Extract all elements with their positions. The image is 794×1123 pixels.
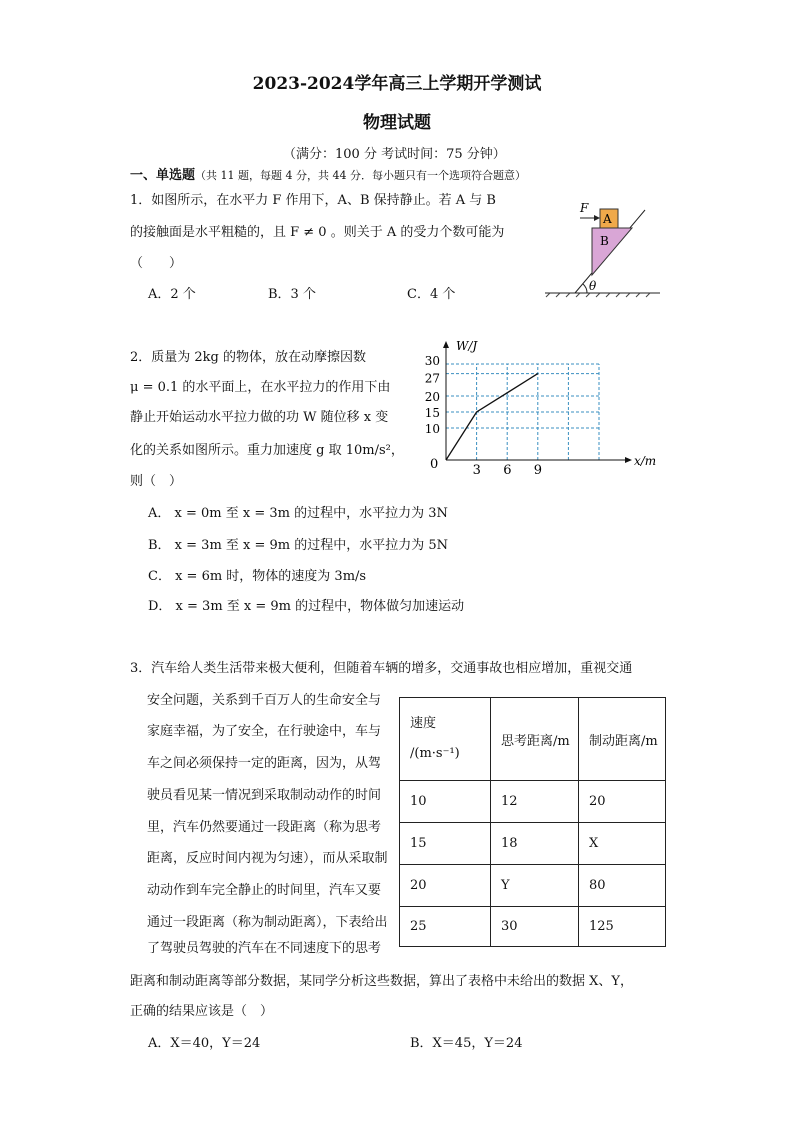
header-braking: 制动距离/m bbox=[579, 698, 666, 781]
y-tick-label: 27 bbox=[424, 371, 440, 386]
q3-line: 距离和制动距离等部分数据，某同学分析这些数据，算出了表格中未给出的数据 X、Y， bbox=[130, 974, 633, 989]
table-cell: 20 bbox=[579, 781, 666, 823]
q2-line: 则（ ） bbox=[130, 474, 183, 489]
header-speed-unit: /(m·s⁻¹) bbox=[410, 746, 460, 761]
q3-line: 动动作到车完全静止的时间里，汽车又要 bbox=[147, 883, 382, 898]
speed-distance-table bbox=[399, 697, 666, 947]
work-line bbox=[446, 374, 538, 460]
table-row bbox=[400, 865, 666, 907]
angle-label: θ bbox=[589, 279, 597, 293]
q3-line: 距离，反应时间内视为匀速），而从采取制 bbox=[147, 851, 388, 866]
q3-line: 正确的结果应该是（ ） bbox=[130, 1004, 274, 1019]
q3-option-b: B．X＝45，Y＝24 bbox=[410, 1036, 523, 1051]
x-axis-label: x/m bbox=[634, 454, 657, 468]
section-heading bbox=[130, 168, 526, 184]
section-label: 一、单选题 bbox=[130, 168, 196, 183]
table-row bbox=[400, 907, 666, 947]
y-tick-label: 10 bbox=[424, 422, 440, 436]
block-a-label: A bbox=[603, 212, 612, 226]
q2-line: 静止开始运动水平拉力做的功 W 随位移 x 变 bbox=[130, 410, 389, 425]
q1-line: 的接触面是水平粗糙的，且 F ≠ 0 。则关于 A 的受力个数可能为 bbox=[130, 225, 505, 240]
q2-option-a: A． x = 0m 至 x = 3m 的过程中，水平拉力为 3N bbox=[148, 506, 448, 521]
exam-info: （满分：100 分 考试时间：75 分钟） bbox=[283, 147, 506, 162]
y-tick-label: 30 bbox=[424, 354, 440, 368]
q3-line: 通过一段距离（称为制动距离），下表给出 bbox=[147, 915, 388, 930]
table-cell: 30 bbox=[491, 907, 579, 947]
table-row bbox=[400, 781, 666, 823]
table-cell: 18 bbox=[491, 823, 579, 865]
force-label: F bbox=[580, 201, 589, 215]
y-tick-label: 15 bbox=[424, 406, 440, 420]
q3-line: 安全问题，关系到千百万人的生命安全与 bbox=[147, 693, 382, 708]
q1-option-a: A．2 个 bbox=[148, 287, 196, 302]
q3-line: 车之间必须保持一定的距离，因为，从驾 bbox=[147, 756, 382, 771]
q1-option-c: C．4 个 bbox=[407, 287, 456, 302]
q3-option-a: A．X＝40，Y＝24 bbox=[148, 1036, 261, 1051]
exam-title: 2023-2024学年高三上学期开学测试 bbox=[252, 74, 542, 94]
q3-line: 驶员看见某一情况到采取制动动作的时间 bbox=[147, 788, 382, 803]
table-cell: 20 bbox=[400, 865, 491, 907]
q3-line: 家庭幸福，为了安全，在行驶途中，车与 bbox=[147, 724, 382, 739]
table-cell: 125 bbox=[579, 907, 666, 947]
block-b-label: B bbox=[600, 234, 609, 248]
table-cell: Y bbox=[491, 865, 579, 907]
subject-title: 物理试题 bbox=[363, 113, 431, 133]
table-cell: X bbox=[579, 823, 666, 865]
q2-line: 化的关系如图所示。重力加速度 g 取 10m/s²， bbox=[130, 443, 404, 458]
q1-line: （ ） bbox=[130, 256, 183, 271]
work-displacement-chart bbox=[420, 338, 670, 478]
header-thinking: 思考距离/m bbox=[491, 698, 579, 781]
x-axis-arrow bbox=[625, 457, 632, 463]
x-tick-label: 3 bbox=[472, 463, 481, 478]
x-tick-label: 6 bbox=[503, 463, 512, 478]
table-cell: 25 bbox=[400, 907, 491, 947]
header-speed bbox=[400, 698, 491, 781]
q1-option-b: B．3 个 bbox=[268, 287, 316, 302]
q3-line: 里，汽车仍然要通过一段距离（称为思考 bbox=[147, 820, 382, 835]
q3-line: 了驾驶员驾驶的汽车在不同速度下的思考 bbox=[147, 941, 382, 956]
q2-option-b: B． x = 3m 至 x = 9m 的过程中，水平拉力为 5N bbox=[148, 538, 449, 553]
table-cell: 15 bbox=[400, 823, 491, 865]
y-tick-label: 20 bbox=[424, 390, 440, 404]
q1-line: 1．如图所示，在水平力 F 作用下，A、B 保持静止。若 A 与 B bbox=[130, 193, 496, 208]
section-note: （共 11 题，每题 4 分，共 44 分．每小题只有一个选项符合题意） bbox=[195, 169, 526, 182]
q2-line: μ = 0.1 的水平面上，在水平拉力的作用下由 bbox=[130, 380, 391, 395]
table-cell: 12 bbox=[491, 781, 579, 823]
table-header-row bbox=[400, 698, 666, 781]
y-axis-arrow bbox=[443, 341, 449, 348]
table-cell: 80 bbox=[579, 865, 666, 907]
incline-figure bbox=[540, 198, 665, 298]
table-row bbox=[400, 823, 666, 865]
header-speed-label: 速度 bbox=[410, 716, 437, 731]
q2-line: 2．质量为 2kg 的物体，放在动摩擦因数 bbox=[130, 350, 367, 365]
origin-label: 0 bbox=[430, 457, 439, 472]
q3-line: 3．汽车给人类生活带来极大便利，但随着车辆的增多，交通事故也相应增加，重视交通 bbox=[130, 661, 633, 676]
table-cell: 10 bbox=[400, 781, 491, 823]
q2-option-c: C． x = 6m 时，物体的速度为 3m/s bbox=[148, 569, 367, 584]
x-tick-label: 9 bbox=[533, 463, 543, 478]
y-axis-label: W/J bbox=[456, 339, 478, 353]
q2-option-d: D． x = 3m 至 x = 9m 的过程中，物体做匀加速运动 bbox=[148, 599, 465, 614]
